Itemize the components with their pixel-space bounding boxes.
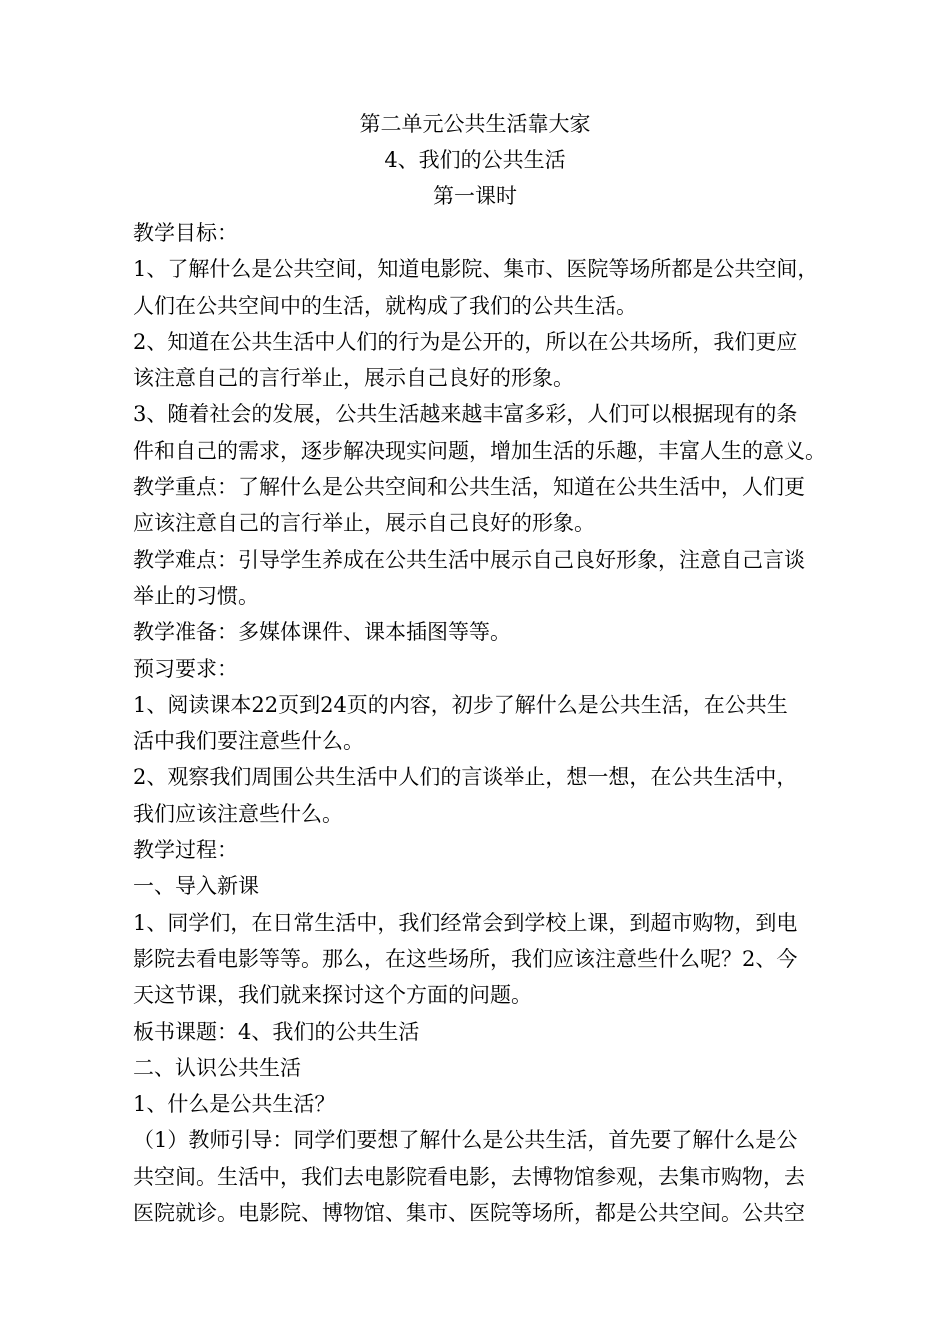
text-line: （1）教师引导：同学们要想了解什么是公共生活，首先要了解什么是公	[133, 1128, 798, 1153]
session-title: 第一课时	[433, 184, 517, 208]
text-line: 一、导入新课	[133, 874, 259, 899]
text-line: 1、阅读课本22页到24页的内容，初步了解什么是公共生活，在公共生	[133, 692, 788, 717]
text-line: 应该注意自己的言行举止，展示自己良好的形象。	[133, 511, 595, 536]
text-line: 天这节课，我们就来探讨这个方面的问题。	[133, 983, 532, 1008]
text-line: 教学难点：引导学生养成在公共生活中展示自己良好形象，注意自己言谈	[133, 547, 805, 572]
text-line: 教学准备：多媒体课件、课本插图等等。	[133, 620, 511, 645]
text-line: 1、同学们，在日常生活中，我们经常会到学校上课，到超市购物，到电	[133, 910, 798, 935]
text-line: 1、什么是公共生活？	[133, 1092, 336, 1117]
text-line: 该注意自己的言行举止，展示自己良好的形象。	[133, 366, 574, 391]
text-line: 医院就诊。电影院、博物馆、集市、医院等场所，都是公共空间。公共空	[133, 1201, 805, 1226]
text-line: 二、认识公共生活	[133, 1055, 301, 1080]
text-line: 人们在公共空间中的生活，就构成了我们的公共生活。	[133, 293, 637, 318]
text-line: 举止的习惯。	[133, 583, 259, 608]
lesson-title: 4、我们的公共生活	[384, 148, 566, 172]
text-line: 影院去看电影等等。那么，在这些场所，我们应该注意些什么呢？2、今	[133, 946, 798, 971]
text-line: 教学过程：	[133, 838, 238, 863]
text-line: 预习要求：	[133, 656, 238, 681]
text-line: 教学重点：了解什么是公共空间和公共生活，知道在公共生活中，人们更	[133, 475, 805, 500]
text-line: 我们应该注意些什么。	[133, 801, 343, 826]
text-line: 1、了解什么是公共空间，知道电影院、集市、医院等场所都是公共空间，	[133, 257, 819, 282]
text-line: 教学目标：	[133, 221, 238, 245]
body-text	[133, 215, 863, 1231]
text-line: 2、知道在公共生活中人们的行为是公开的，所以在公共场所，我们更应	[133, 329, 798, 354]
text-line: 件和自己的需求，逐步解决现实问题，增加生活的乐趣，丰富人生的意义。	[133, 438, 826, 463]
text-line: 2、观察我们周围公共生活中人们的言谈举止，想一想，在公共生活中，	[133, 765, 798, 790]
text-line: 3、随着社会的发展，公共生活越来越丰富多彩，人们可以根据现有的条	[133, 402, 798, 427]
unit-title: 第二单元公共生活靠大家	[359, 112, 591, 136]
text-line: 板书课题：4、我们的公共生活	[133, 1019, 420, 1044]
text-line: 活中我们要注意些什么。	[133, 729, 364, 754]
text-line: 共空间。生活中，我们去电影院看电影，去博物馆参观，去集市购物，去	[133, 1164, 805, 1189]
